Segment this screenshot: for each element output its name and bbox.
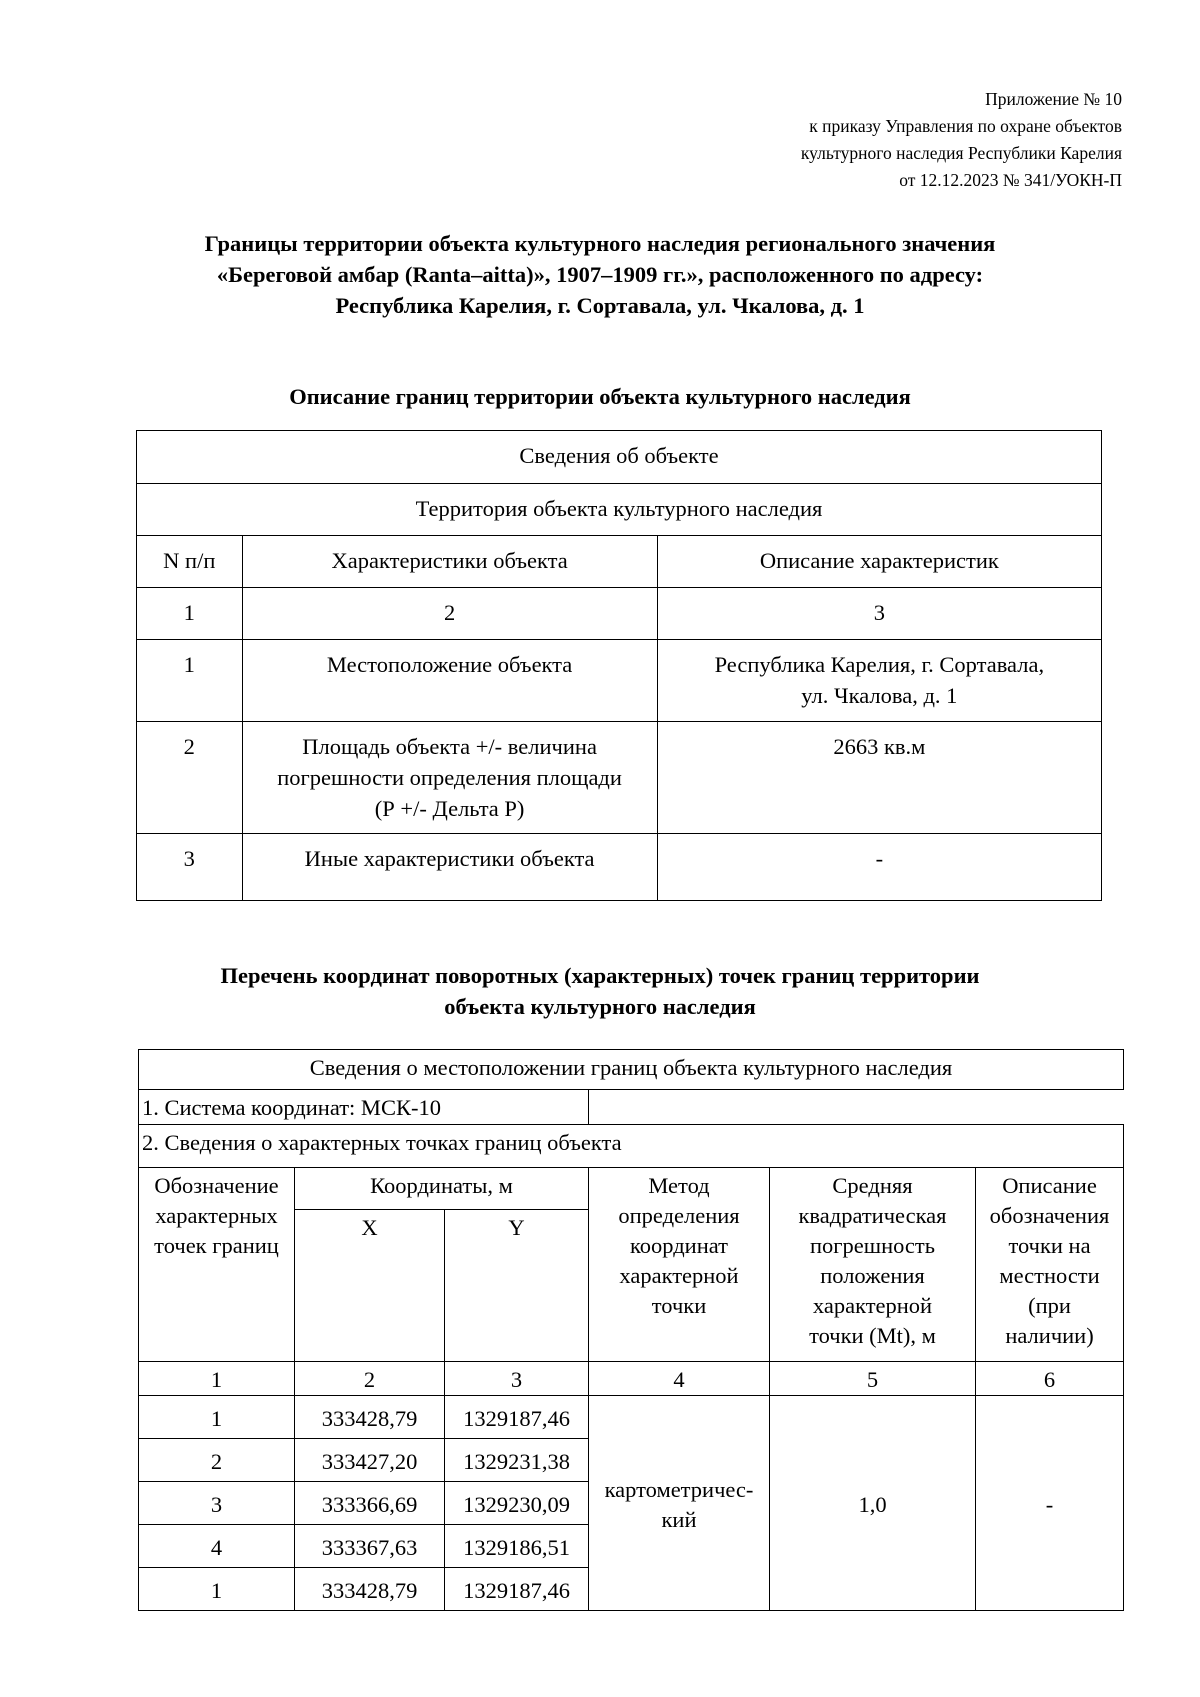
header-line: определения xyxy=(618,1203,740,1228)
table1-row-location xyxy=(137,640,1102,722)
table1-row-other xyxy=(137,834,1102,901)
header-line: точки xyxy=(651,1293,707,1318)
table2-col-accuracy xyxy=(770,1168,976,1362)
table2-col-coordinates: Координаты, м xyxy=(295,1168,589,1210)
header-line: точек границ xyxy=(154,1233,279,1258)
table2-col-method xyxy=(589,1168,770,1362)
table2-coord-system: 1. Система координат: МСК-10 xyxy=(139,1090,589,1125)
table-cell-number: 3 xyxy=(137,834,243,901)
section-2-title-line-2: объекта культурного наследия xyxy=(444,994,756,1019)
header-line: Метод xyxy=(648,1173,710,1198)
y-coordinate-cell: 1329186,51 xyxy=(445,1525,589,1568)
x-coordinate-cell: 333428,79 xyxy=(295,1568,445,1611)
table1-colnum-1: 1 xyxy=(137,588,243,640)
table2-colnum-3: 3 xyxy=(445,1362,589,1396)
header-line: Обозначение xyxy=(154,1173,279,1198)
y-coordinate-cell: 1329187,46 xyxy=(445,1568,589,1611)
table2-coord-system-filler xyxy=(589,1090,1124,1125)
table2-colnum-6: 6 xyxy=(976,1362,1124,1396)
header-line: точки на xyxy=(1008,1233,1091,1258)
table1-colnum-3: 3 xyxy=(657,588,1101,640)
header-line: характерных xyxy=(155,1203,278,1228)
header-line: характерной xyxy=(812,1293,933,1318)
point-number-cell: 4 xyxy=(139,1525,295,1568)
section-2-title-line-1: Перечень координат поворотных (характерных) точек границ территории xyxy=(220,963,980,988)
method-cell xyxy=(589,1396,770,1611)
section-2-title xyxy=(120,960,1080,1022)
table1-col-characteristics: Характеристики объекта xyxy=(242,536,657,588)
table2-colnum-4: 4 xyxy=(589,1362,770,1396)
document-title xyxy=(120,228,1080,321)
table2-col-point-description xyxy=(976,1168,1124,1362)
accuracy-cell: 1,0 xyxy=(770,1396,976,1611)
appendix-number: Приложение № 10 xyxy=(985,89,1122,109)
appendix-date-line: от 12.12.2023 № 341/УОКН-П xyxy=(899,170,1122,190)
table1-col-description: Описание характеристик xyxy=(657,536,1101,588)
point-number-cell: 1 xyxy=(139,1568,295,1611)
name-line: Площадь объекта +/- величина xyxy=(302,734,597,759)
table-cell-number: 1 xyxy=(137,640,243,722)
table2-header-location: Сведения о местоположении границ объекта культурного наследия xyxy=(139,1050,1124,1090)
header-line: точки (Mt), м xyxy=(809,1323,936,1348)
y-coordinate-cell: 1329230,09 xyxy=(445,1482,589,1525)
table2-col-x: X xyxy=(295,1210,445,1362)
header-line: местности xyxy=(999,1263,1100,1288)
table1-col-number: N п/п xyxy=(137,536,243,588)
point-description-cell: - xyxy=(976,1396,1124,1611)
table2-col-point-designation xyxy=(139,1168,295,1362)
header-line: погрешность xyxy=(809,1233,935,1258)
table2-points-header: 2. Сведения о характерных точках границ объекта xyxy=(139,1125,1124,1168)
table-cell-description: 2663 кв.м xyxy=(657,722,1101,834)
y-coordinate-cell: 1329187,46 xyxy=(445,1396,589,1439)
table-cell-name: Местоположение объекта xyxy=(242,640,657,722)
header-line: координат xyxy=(629,1233,728,1258)
header-line: (при xyxy=(1028,1293,1071,1318)
object-info-table xyxy=(136,430,1102,901)
appendix-department-line: культурного наследия Республики Карелия xyxy=(800,143,1122,163)
title-line-2: «Береговой амбар (Ranta–aitta)», 1907–1909 гг.», расположенного по адресу: xyxy=(216,262,984,287)
table2-colnum-1: 1 xyxy=(139,1362,295,1396)
table1-colnum-2: 2 xyxy=(242,588,657,640)
table-cell-name: Иные характеристики объекта xyxy=(242,834,657,901)
header-line: положения xyxy=(820,1263,925,1288)
table-cell-description xyxy=(657,640,1101,722)
table1-row-area xyxy=(137,722,1102,834)
table1-header-territory: Территория объекта культурного наследия xyxy=(137,484,1102,536)
x-coordinate-cell: 333367,63 xyxy=(295,1525,445,1568)
section-1-title: Описание границ территории объекта культурного наследия xyxy=(289,384,911,409)
name-line: погрешности определения площади xyxy=(277,765,622,790)
header-line: Описание xyxy=(1002,1173,1097,1198)
point-number-cell: 2 xyxy=(139,1439,295,1482)
x-coordinate-cell: 333366,69 xyxy=(295,1482,445,1525)
method-line: кий xyxy=(661,1506,697,1532)
table1-header-object-info: Сведения об объекте xyxy=(137,431,1102,484)
table-cell-description: - xyxy=(657,834,1101,901)
table2-colnum-2: 2 xyxy=(295,1362,445,1396)
header-line: характерной xyxy=(619,1263,739,1288)
coordinates-table xyxy=(138,1049,1124,1611)
title-line-3: Республика Карелия, г. Сортавала, ул. Чкалова, д. 1 xyxy=(335,293,865,318)
x-coordinate-cell: 333428,79 xyxy=(295,1396,445,1439)
table-cell-number: 2 xyxy=(137,722,243,834)
table2-colnum-5: 5 xyxy=(770,1362,976,1396)
table-cell-name xyxy=(242,722,657,834)
header-line: Средняя xyxy=(832,1173,913,1198)
description-line: ул. Чкалова, д. 1 xyxy=(801,683,958,708)
x-coordinate-cell: 333427,20 xyxy=(295,1439,445,1482)
appendix-note xyxy=(801,86,1122,194)
table-row xyxy=(139,1396,1124,1439)
y-coordinate-cell: 1329231,38 xyxy=(445,1439,589,1482)
name-line: (Р +/- Дельта Р) xyxy=(374,796,525,821)
header-line: наличии) xyxy=(1005,1323,1094,1348)
header-line: квадратическая xyxy=(798,1203,947,1228)
appendix-order-line: к приказу Управления по охране объектов xyxy=(809,116,1122,136)
method-line: картометричес- xyxy=(604,1476,754,1502)
table2-col-y: Y xyxy=(445,1210,589,1362)
description-line: Республика Карелия, г. Сортавала, xyxy=(714,652,1045,677)
title-line-1: Границы территории объекта культурного наследия регионального значения xyxy=(204,231,996,256)
point-number-cell: 1 xyxy=(139,1396,295,1439)
point-number-cell: 3 xyxy=(139,1482,295,1525)
header-line: обозначения xyxy=(989,1203,1110,1228)
